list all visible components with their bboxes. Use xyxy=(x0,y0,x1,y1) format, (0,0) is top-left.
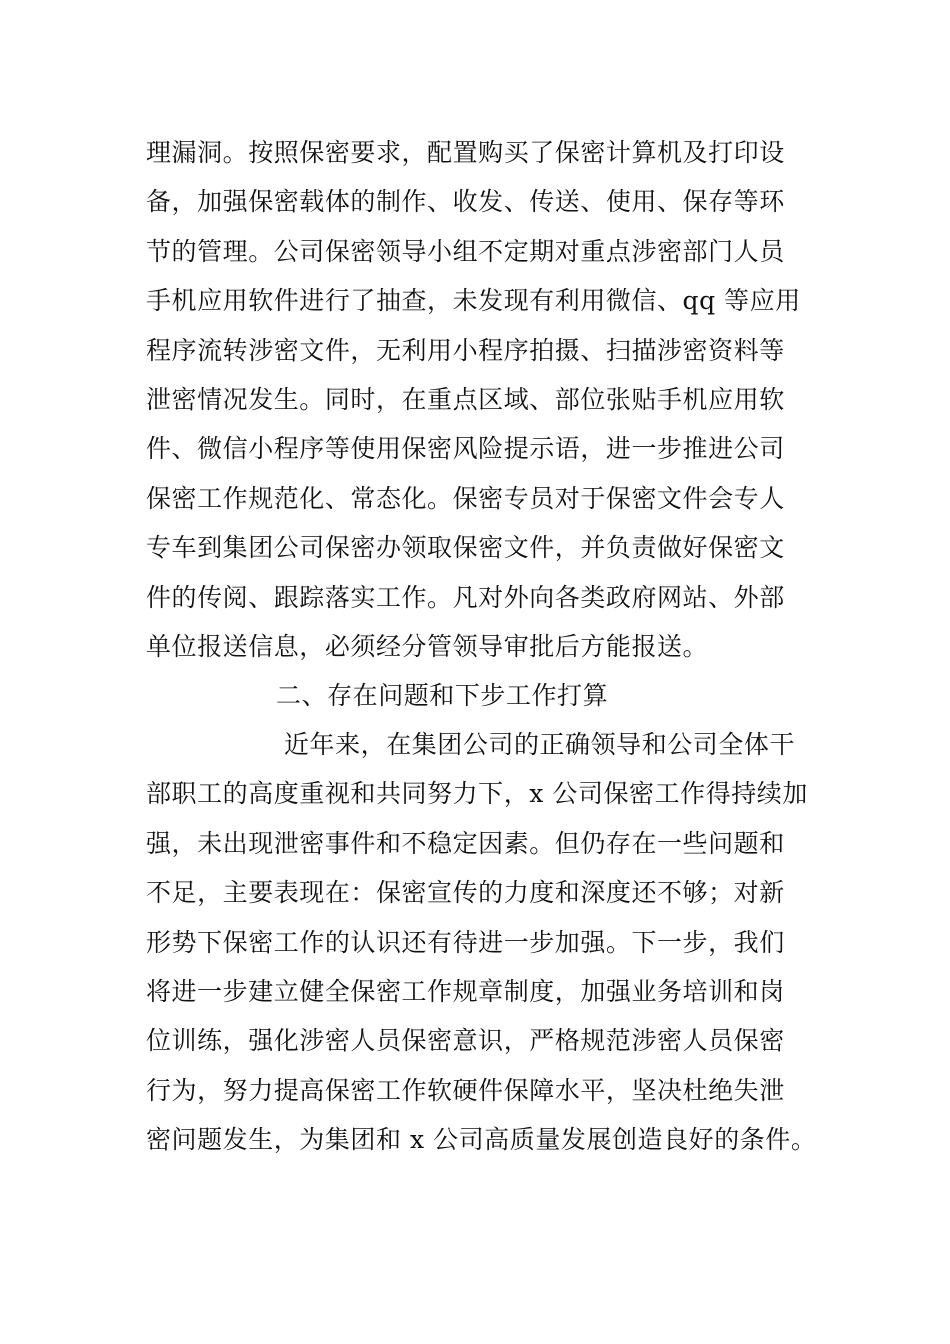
text-line: 件、微信小程序等使用保密风险提示语，进一步推进公司 xyxy=(146,434,785,464)
text-line: 泄密情况发生。同时，在重点区域、部位张贴手机应用软 xyxy=(146,384,785,414)
text-line: 强，未出现泄密事件和不稳定因素。但仍存在一些问题和 xyxy=(146,828,785,858)
text-line: 不足，主要表现在：保密宣传的力度和深度还不够；对新 xyxy=(146,878,785,908)
text-line: 理漏洞。按照保密要求，配置购买了保密计算机及打印设 xyxy=(146,138,785,167)
text-line: 备，加强保密载体的制作、收发、传送、使用、保存等环 xyxy=(146,187,785,217)
text-line: 节的管理。公司保密领导小组不定期对重点涉密部门人员 xyxy=(146,236,785,266)
text-line: 单位报送信息，必须经分管领导审批后方能报送。 xyxy=(146,631,709,661)
paragraph-problems-and-plans xyxy=(146,720,836,1165)
text-line: 密问题发生，为集团和 x 公司高质量发展创造良好的条件。 xyxy=(146,1125,817,1155)
section-heading: 二、存在问题和下步工作打算 xyxy=(276,681,609,710)
text-line: 位训练，强化涉密人员保密意识，严格规范涉密人员保密 xyxy=(146,1026,785,1056)
text-line: 形势下保密工作的认识还有待进一步加强。下一步，我们 xyxy=(146,927,785,957)
text-line: 行为，努力提高保密工作软硬件保障水平，坚决杜绝失泄 xyxy=(146,1075,785,1105)
text-line: 手机应用软件进行了抽查，未发现有利用微信、qq 等应用 xyxy=(146,286,801,316)
text-line: 将进一步建立健全保密工作规章制度，加强业务培训和岗 xyxy=(146,976,785,1006)
text-line-indented: 近年来，在集团公司的正确领导和公司全体干 xyxy=(284,730,796,759)
text-line: 件的传阅、跟踪落实工作。凡对外向各类政府网站、外部 xyxy=(146,582,785,612)
text-line: 部职工的高度重视和共同努力下，x 公司保密工作得持续加 xyxy=(146,779,808,809)
text-line: 保密工作规范化、常态化。保密专员对于保密文件会专人 xyxy=(146,483,785,513)
text-line: 程序流转涉密文件，无利用小程序拍摄、扫描涉密资料等 xyxy=(146,335,785,365)
text-line: 专车到集团公司保密办领取保密文件，并负责做好保密文 xyxy=(146,533,785,563)
paragraph-security-measures xyxy=(146,128,836,671)
